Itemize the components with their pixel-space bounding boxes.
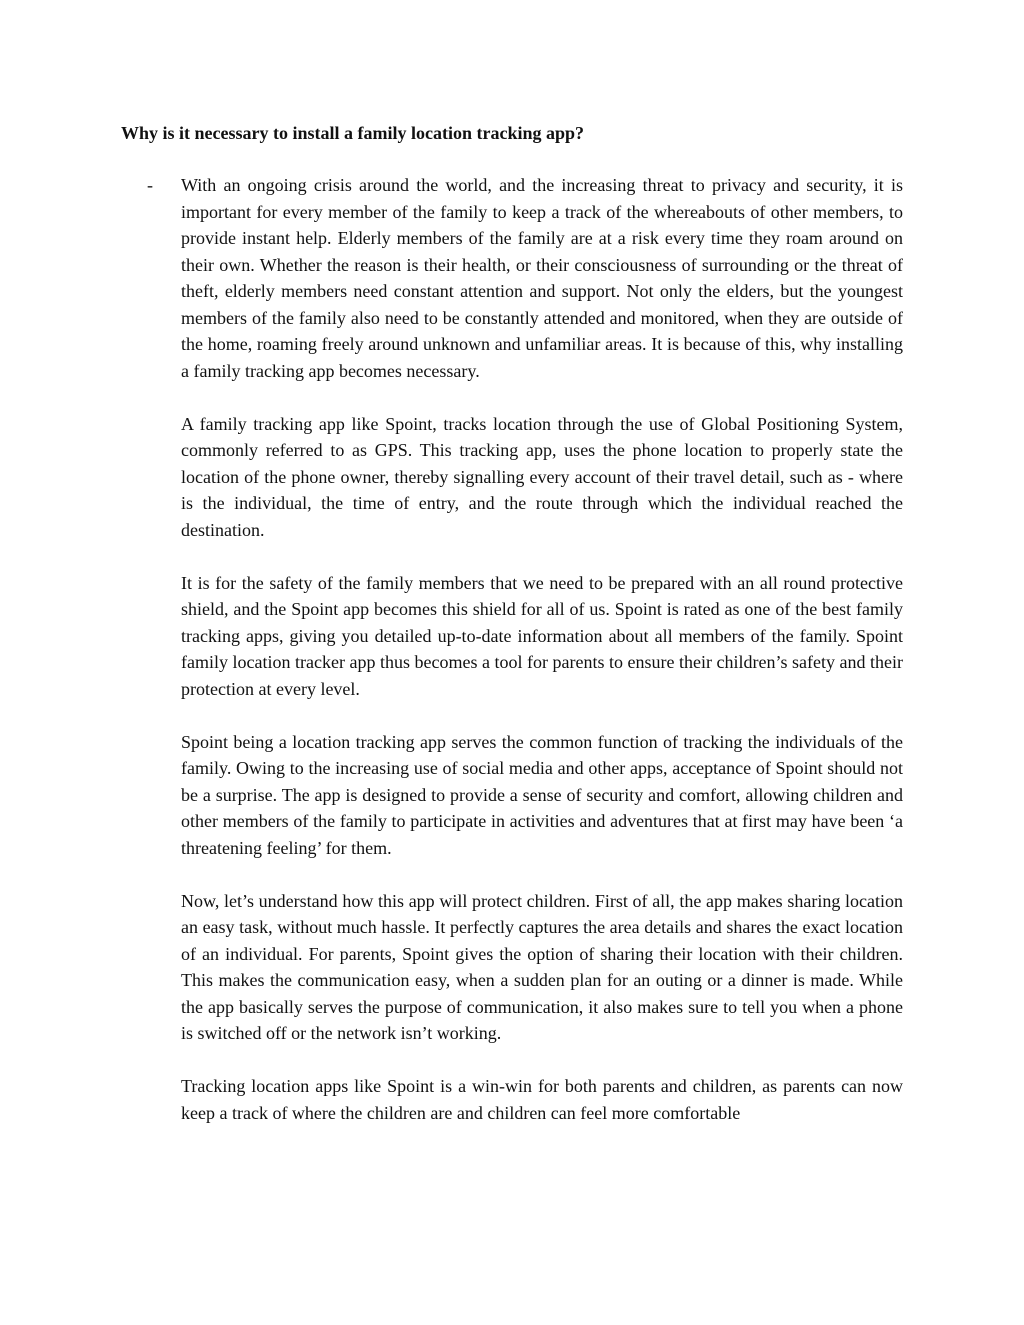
paragraph-3: It is for the safety of the family members that we need to be prepared with an all round protective shield, and the Spoint app becomes this shield for all of us. Spoint is rated as one of the best family tracking apps, giving you detailed up-to-date information about all members of the family. Spoint family location tracker app thus becomes a tool for parents to ensure their children’s safety and their protection at every level. [181,572,903,699]
paragraph-4: Spoint being a location tracking app serves the common function of tracking the individuals of the family. Owing to the increasing use of social media and other apps, acceptance of Spoint should not be a surprise. The app is designed to provide a sense of security and comfort, allowing children and other members of the family to participate in activities and adventures that at first may have been ‘a threatening feeling’ for them. [181,731,903,858]
list-bullet-marker: - [147,175,153,195]
paragraph-6: Tracking location apps like Spoint is a win-win for both parents and children, as parents can now keep a track of where the children are and children can feel more comfortable [181,1076,903,1123]
paragraph-1: With an ongoing crisis around the world, and the increasing threat to privacy and security, it is important for every member of the family to keep a track of the whereabouts of other members, to provide instant help. Elderly members of the family are at a risk every time they roam around on their own. Whether the reason is their health, or their consciousness of surrounding or the threat of theft, elderly members need constant attention and support. Not only the elders, but the youngest members of the family also need to be constantly attended and monitored, when they are outside of the home, roaming freely around unknown and unfamiliar areas. It is because of this, why installing a family tracking app becomes necessary. [181,175,903,381]
paragraph-5: Now, let’s understand how this app will protect children. First of all, the app makes sharing location an easy task, without much hassle. It perfectly captures the area details and shares the exact location of an individual. For parents, Spoint gives the option of sharing their location with their children. This makes the communication easy, when a sudden plan for an outing or a dinner is made. While the app basically serves the purpose of communication, it also makes sure to tell you when a phone is switched off or the network isn’t working. [181,890,903,1043]
document-body [181,172,903,1153]
document-heading: Why is it necessary to install a family location tracking app? [121,123,584,143]
paragraph-2: A family tracking app like Spoint, tracks location through the use of Global Positioning System, commonly referred to as GPS. This tracking app, uses the phone location to properly state the location of the phone owner, thereby signalling every account of their travel detail, such as - where is the individual, the time of entry, and the route through which the individual reached the destination. [181,413,903,540]
